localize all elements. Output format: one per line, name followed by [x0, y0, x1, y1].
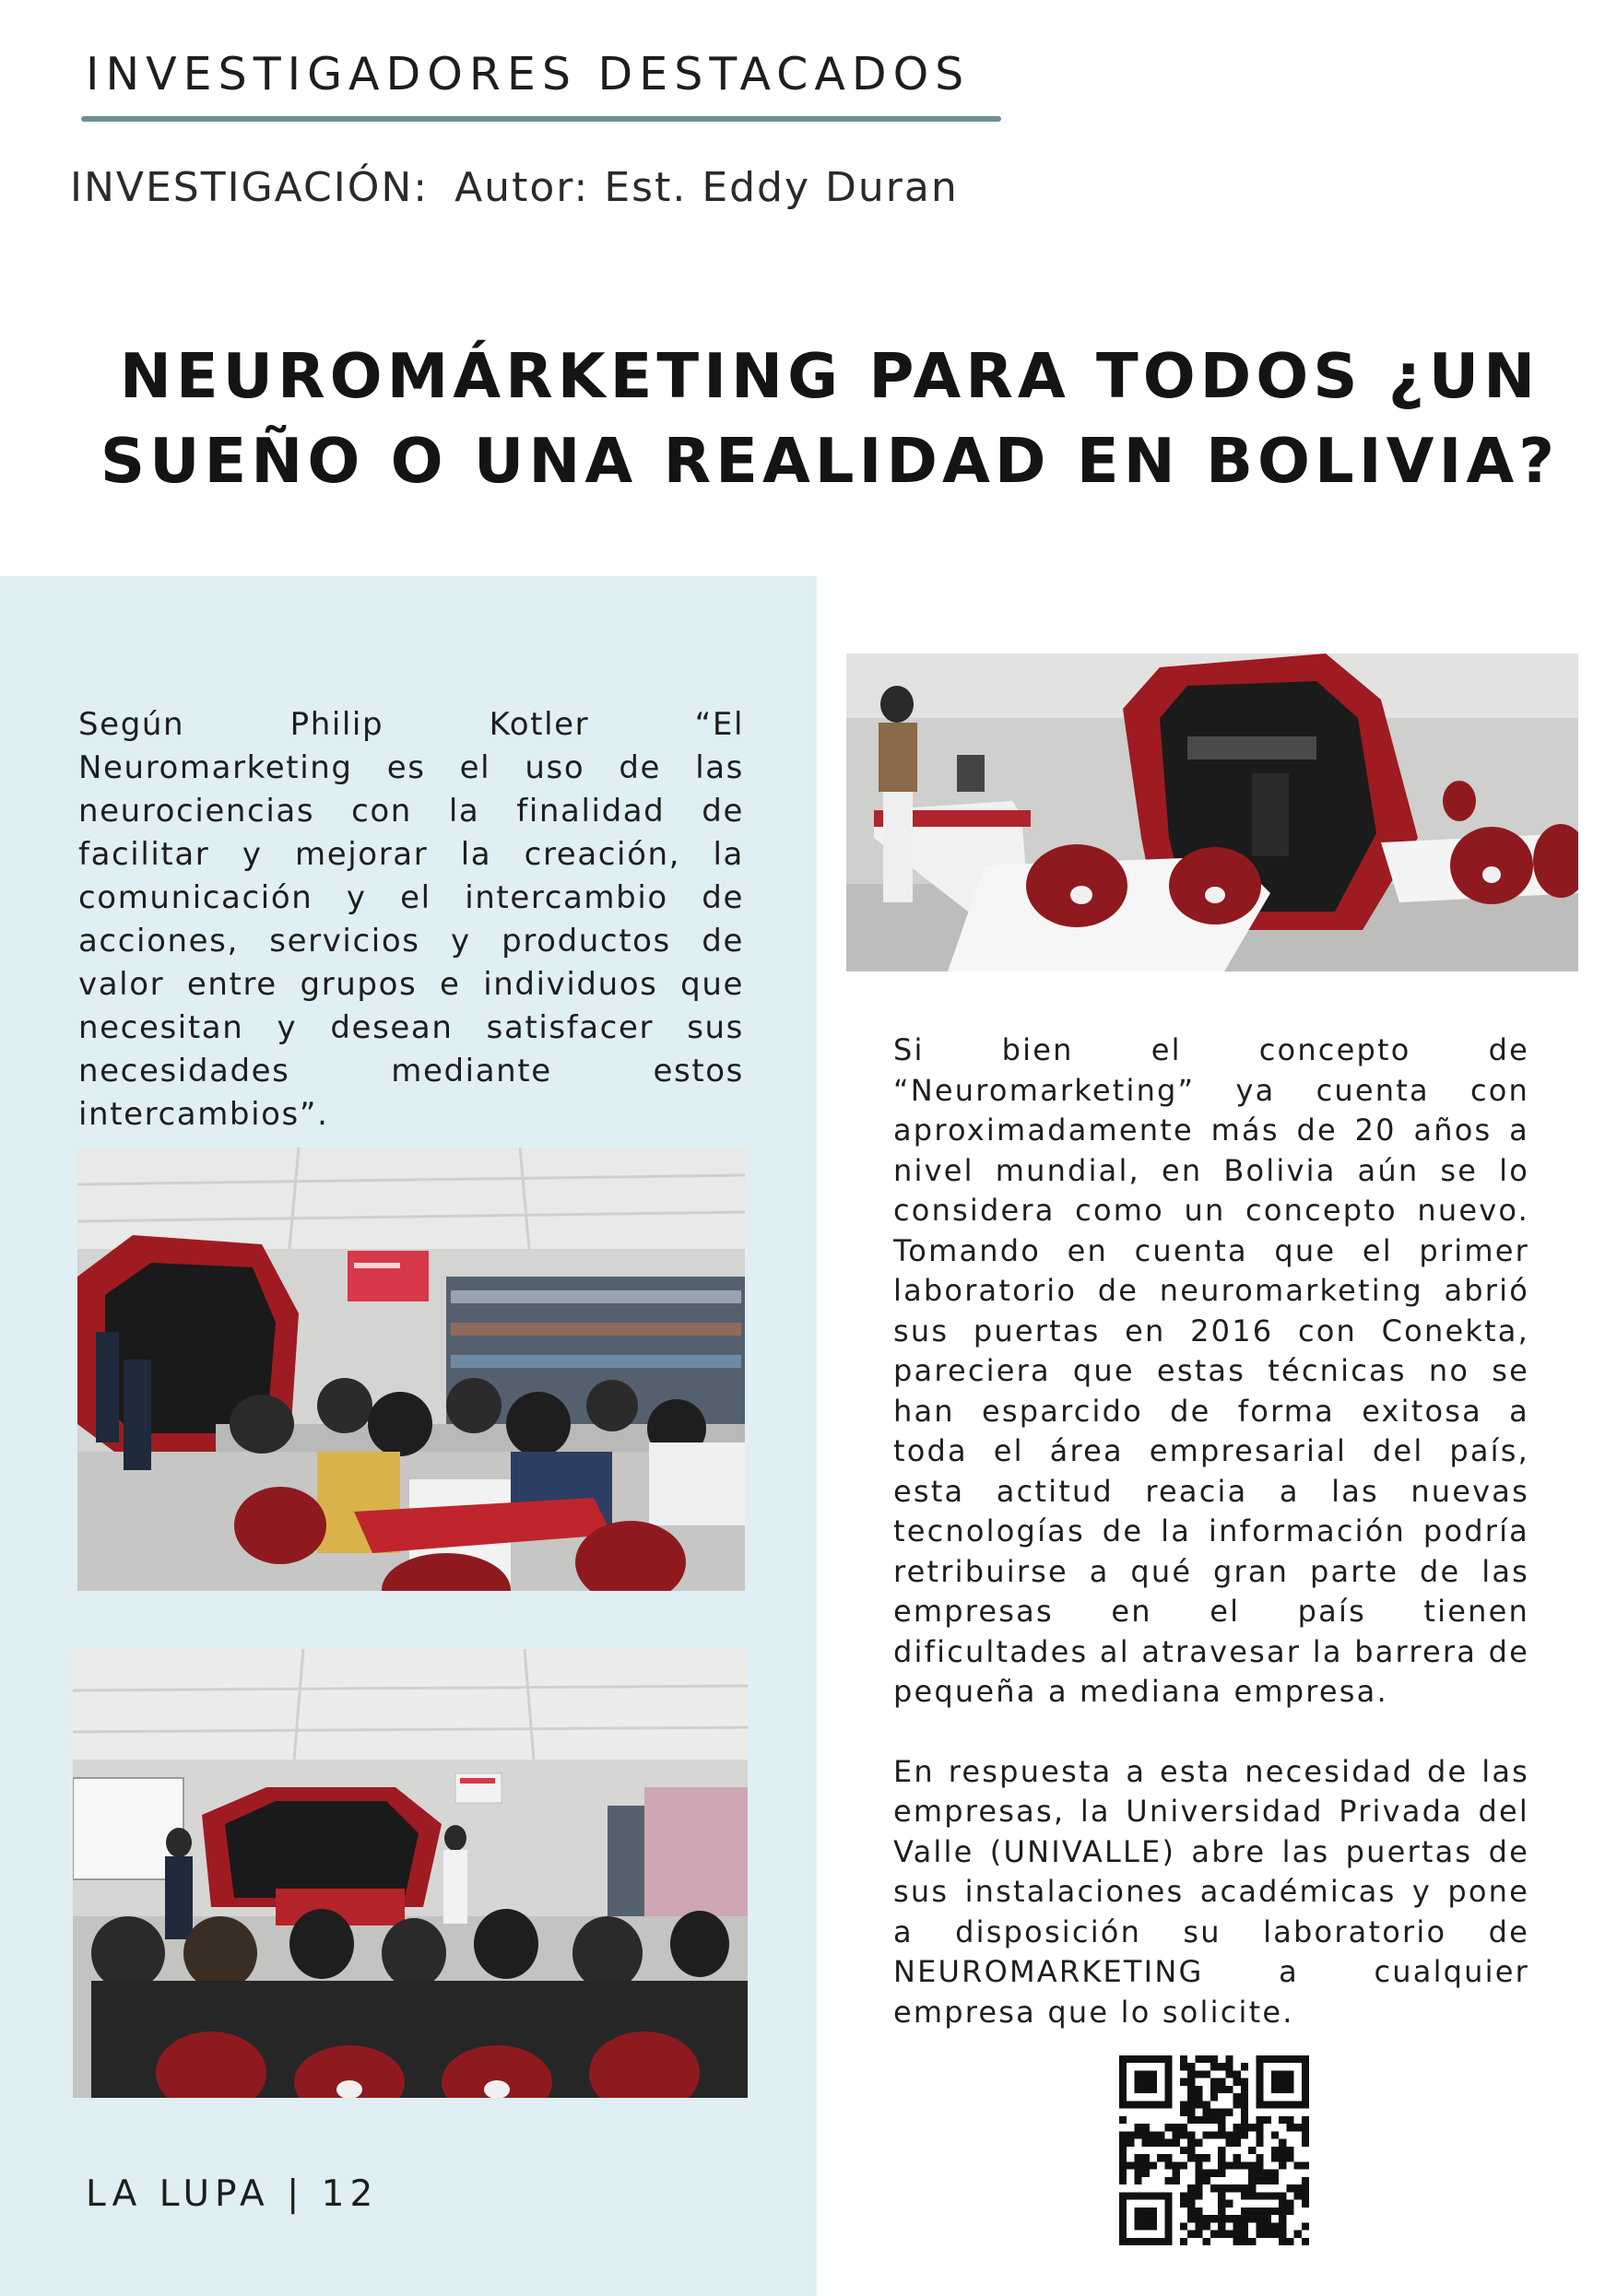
- page-footer: LA LUPA | 12: [86, 2173, 379, 2215]
- headline-line-2: SUEÑO O UNA REALIDAD EN BOLIVIA?: [100, 425, 1560, 497]
- qr-code: [1119, 2055, 1309, 2245]
- kotler-quote: Según Philip Kotler “El Neuromarketing es el uso de las neurociencias con la finalidad de facilitar y mejorar la creación, la comunicación y el intercambio de acciones, servicios y productos de valor entre grupos e individuos que necesitan y desean satisfacer sus necesidades mediante estos intercambios”.: [78, 706, 744, 1133]
- lab-photo: [846, 653, 1578, 971]
- article-body: [893, 1030, 1529, 2072]
- byline-author: Autor: Est. Eddy Duran: [454, 164, 959, 211]
- section-divider: [81, 116, 1001, 122]
- headline-line-1: NEUROMÁRKETING PARA TODOS ¿UN: [119, 340, 1540, 412]
- classroom-photo-1: [77, 1148, 745, 1591]
- section-title: INVESTIGADORES DESTACADOS: [86, 48, 971, 100]
- classroom-photo-2: [73, 1649, 748, 2098]
- byline: [70, 164, 959, 211]
- byline-label: INVESTIGACIÓN:: [70, 164, 430, 211]
- article-headline: [92, 334, 1567, 503]
- body-paragraph-1: Si bien el concepto de “Neuromarketing” ya cuenta con aproximadamente más de 20 años a nivel mundial, en Bolivia aún se lo considera como un concepto nuevo. Tomando en cuenta que el primer laboratorio de neuromarketing abrió sus puertas en 2016 con Conekta, pareciera que estas técnicas no se han esparcido de forma exitosa a toda el área empresarial del país, esta actitud reacia a las nuevas tecnologías de la información podría retribuirse a qué gran parte de las empresas en el país tienen dificultades al atravesar la barrera de pequeña a mediana empresa.: [893, 1032, 1529, 1709]
- body-paragraph-2: En respuesta a esta necesidad de las empresas, la Universidad Privada del Valle (UNIVALLE) abre las puertas de sus instalaciones académicas y pone a disposición su laboratorio de NEUROMARKETING a cualquier empresa que lo solicite.: [893, 1753, 1529, 2030]
